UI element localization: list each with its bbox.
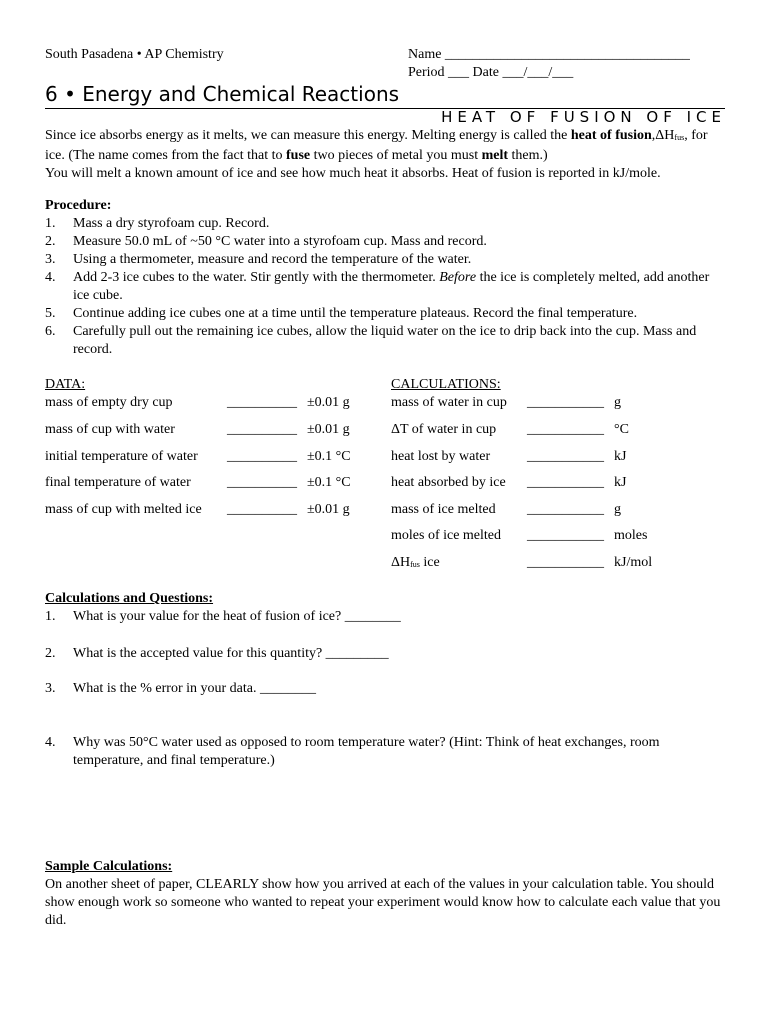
list-item: 6. Carefully pull out the remaining ice cubes, allow the liquid water on the ice to drip back into the cup. Mass and record.	[45, 324, 697, 357]
calc-row-blank[interactable]: ___________	[527, 555, 604, 570]
list-item: 2. What is the accepted value for this quantity? _________	[45, 646, 389, 661]
data-heading: DATA:	[45, 377, 86, 392]
calc-row-label: heat lost by water	[391, 449, 491, 464]
list-item: 5. Continue adding ice cubes one at a time until the temperature plateaus. Record the final temperature.	[45, 306, 638, 321]
data-row-uncertainty: ±0.01 g	[307, 422, 350, 437]
list-item: 2. Measure 50.0 mL of ~50 °C water into a styrofoam cup. Mass and record.	[45, 234, 487, 249]
calc-row-blank[interactable]: ___________	[527, 395, 604, 410]
data-row-label: mass of cup with water	[45, 422, 175, 437]
data-row-blank[interactable]: __________	[227, 395, 297, 410]
procedure-heading: Procedure:	[45, 198, 112, 213]
data-row-blank[interactable]: __________	[227, 422, 297, 437]
calc-row-unit: kJ	[614, 449, 627, 464]
list-item: 4. Why was 50°C water used as opposed to room temperature water? (Hint: Think of heat exchanges, room temperature, and final temperature.)	[45, 735, 660, 768]
calc-row-unit: g	[614, 502, 621, 517]
list-item: 3. What is the % error in your data. ________	[45, 681, 316, 696]
list-item: 3. Using a thermometer, measure and record the temperature of the water.	[45, 252, 472, 267]
data-row-label: mass of empty dry cup	[45, 395, 173, 410]
data-row-blank[interactable]: __________	[227, 502, 297, 517]
calculations-heading: CALCULATIONS:	[391, 377, 501, 392]
data-row-label: final temperature of water	[45, 475, 191, 490]
calc-row-unit: kJ/mol	[614, 555, 653, 570]
calc-row-blank[interactable]: ___________	[527, 449, 604, 464]
period-date-label: Period ___ Date ___/___/___	[408, 65, 574, 80]
questions-heading: Calculations and Questions:	[45, 591, 214, 606]
calc-row-unit: °C	[614, 422, 629, 437]
calc-row-label: mass of water in cup	[391, 395, 507, 410]
data-row-uncertainty: ±0.1 °C	[307, 475, 351, 490]
calc-row-unit: moles	[614, 528, 648, 543]
course-label: South Pasadena • AP Chemistry	[45, 47, 224, 62]
list-item: 1. Mass a dry styrofoam cup. Record.	[45, 216, 270, 231]
list-item: 1. What is your value for the heat of fusion of ice? ________	[45, 609, 401, 624]
intro-paragraph: Since ice absorbs energy as it melts, we can measure this energy. Melting energy is called the heat of fusion,ΔHfus, for ice. (The name comes from the fact that to fuse two pieces of metal you must melt them.) You will melt a known amount of ice and see how much heat it absorbs. Heat of fusion is reported in kJ/mole.	[45, 128, 708, 181]
data-row-uncertainty: ±0.01 g	[307, 395, 350, 410]
data-row-uncertainty: ±0.01 g	[307, 502, 350, 517]
calc-row-label: ΔHfus ice	[391, 555, 440, 570]
data-row-label: mass of cup with melted ice	[45, 502, 202, 517]
calc-row-label: mass of ice melted	[391, 502, 496, 517]
calc-row-unit: kJ	[614, 475, 627, 490]
data-row-uncertainty: ±0.1 °C	[307, 449, 351, 464]
name-field-label: Name ___________________________________	[408, 47, 690, 62]
procedure-list	[45, 215, 725, 359]
calc-row-blank[interactable]: ___________	[527, 528, 604, 543]
list-item: 4. Add 2-3 ice cubes to the water. Stir gently with the thermometer. Before the ice is completely melted, add another ice cube.	[45, 270, 710, 303]
sample-heading: Sample Calculations:	[45, 859, 173, 874]
calc-row-blank[interactable]: ___________	[527, 422, 604, 437]
calc-row-label: moles of ice melted	[391, 528, 502, 543]
data-row-label: initial temperature of water	[45, 449, 198, 464]
data-row-blank[interactable]: __________	[227, 449, 297, 464]
calc-row-label: ΔT of water in cup	[391, 422, 497, 437]
calc-row-blank[interactable]: ___________	[527, 475, 604, 490]
calc-row-label: heat absorbed by ice	[391, 475, 506, 490]
calc-row-blank[interactable]: ___________	[527, 502, 604, 517]
calc-row-unit: g	[614, 395, 621, 410]
data-row-blank[interactable]: __________	[227, 475, 297, 490]
page-title: 6 • Energy and Chemical Reactions	[45, 82, 400, 106]
sample-paragraph: On another sheet of paper, CLEARLY show how you arrived at each of the values in your calculation table. You should show enough work so someone who wanted to repeat your experiment would know how to calculate each value that you did.	[45, 877, 721, 928]
page-subtitle: HEAT OF FUSION OF ICE	[441, 108, 726, 126]
